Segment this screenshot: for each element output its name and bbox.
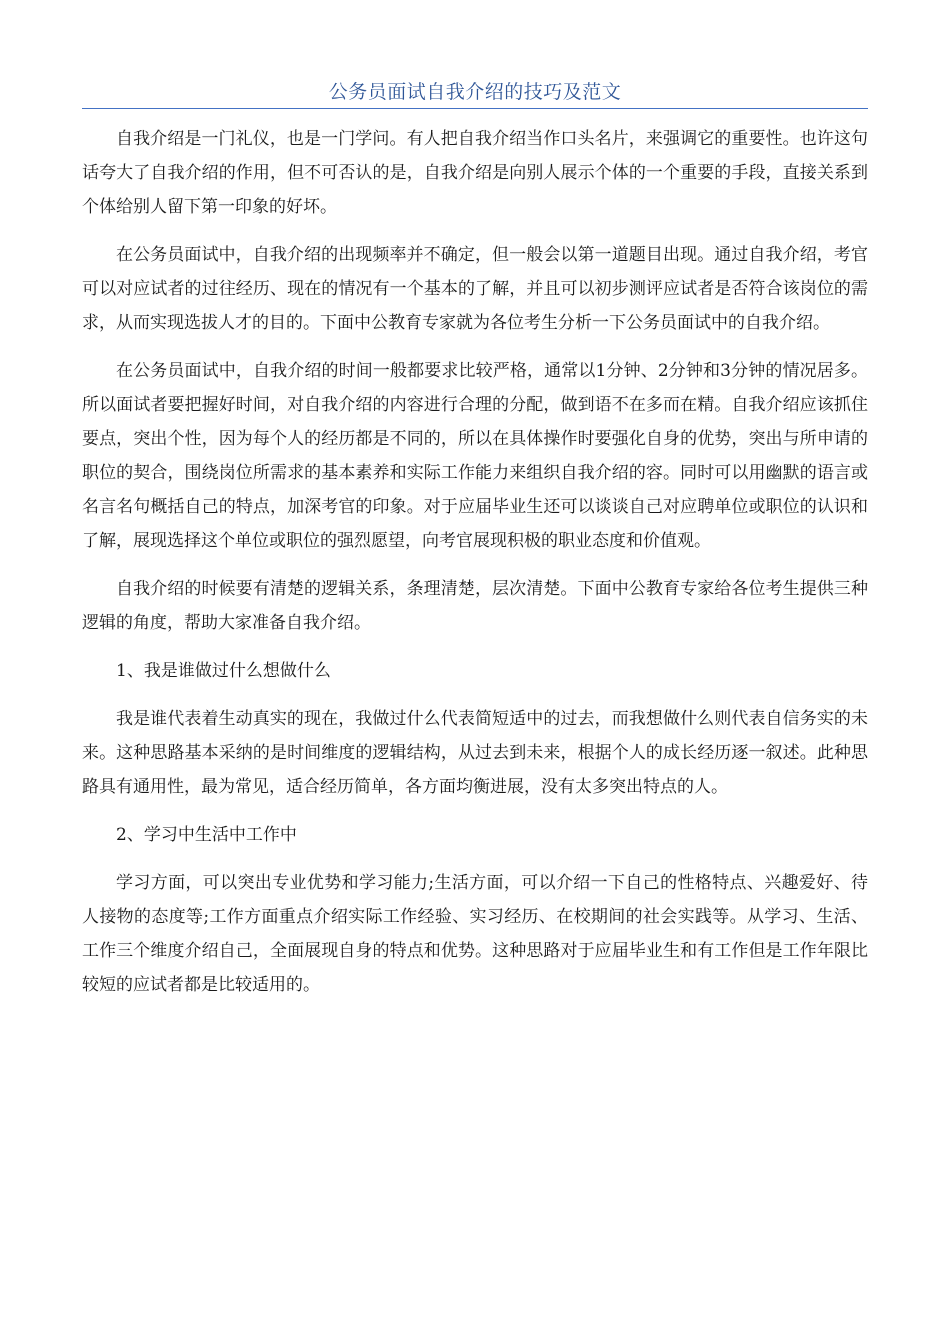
section-heading-2: 2、学习中生活中工作中 (116, 825, 297, 845)
paragraph-section-2: 学习方面，可以突出专业优势和学习能力;生活方面，可以介绍一下自己的性格特点、兴趣爱好、待人接物的态度等;工作方面重点介绍实际工作经验、实习经历、在校期间的社会实践等。从学习、生活、工作三个维度介绍自己，全面展现自身的特点和优势。这种思路对于应届毕业生和有工作但是工作年限比较短的应试者都是比较适用的。 (82, 873, 868, 995)
paragraph-intro: 自我介绍是一门礼仪，也是一门学问。有人把自我介绍当作口头名片，来强调它的重要性。也许这句话夸大了自我介绍的作用，但不可否认的是，自我介绍是向别人展示个体的一个重要的手段，直接关系到个体给别人留下第一印象的好坏。 (82, 129, 868, 217)
title-underline (82, 108, 868, 109)
document-body (82, 122, 868, 1016)
section-heading-1: 1、我是谁做过什么想做什么 (116, 661, 331, 681)
paragraph-frequency: 在公务员面试中，自我介绍的出现频率并不确定，但一般会以第一道题目出现。通过自我介绍，考官可以对应试者的过往经历、现在的情况有一个基本的了解，并且可以初步测评应试者是否符合该岗位的需求，从而实现选拔人才的目的。下面中公教育专家就为各位考生分析一下公务员面试中的自我介绍。 (82, 245, 868, 333)
paragraph-timing: 在公务员面试中，自我介绍的时间一般都要求比较严格，通常以1分钟、2分钟和3分钟的情况居多。所以面试者要把握好时间，对自我介绍的内容进行合理的分配，做到语不在多而在精。自我介绍应该抓住要点，突出个性，因为每个人的经历都是不同的，所以在具体操作时要强化自身的优势，突出与所申请的职位的契合，围绕岗位所需求的基本素养和实际工作能力来组织自我介绍的容。同时可以用幽默的语言或名言名句概括自己的特点，加深考官的印象。对于应届毕业生还可以谈谈自己对应聘单位或职位的认识和了解，展现选择这个单位或职位的强烈愿望，向考官展现积极的职业态度和价值观。 (82, 361, 868, 551)
paragraph-section-1: 我是谁代表着生动真实的现在，我做过什么代表简短适中的过去，而我想做什么则代表自信务实的未来。这种思路基本采纳的是时间维度的逻辑结构，从过去到未来，根据个人的成长经历逐一叙述。此种思路具有通用性，最为常见，适合经历简单，各方面均衡进展，没有太多突出特点的人。 (82, 709, 868, 797)
paragraph-logic: 自我介绍的时候要有清楚的逻辑关系，条理清楚，层次清楚。下面中公教育专家给各位考生提供三种逻辑的角度，帮助大家准备自我介绍。 (82, 579, 868, 633)
document-title: 公务员面试自我介绍的技巧及范文 (328, 81, 622, 103)
